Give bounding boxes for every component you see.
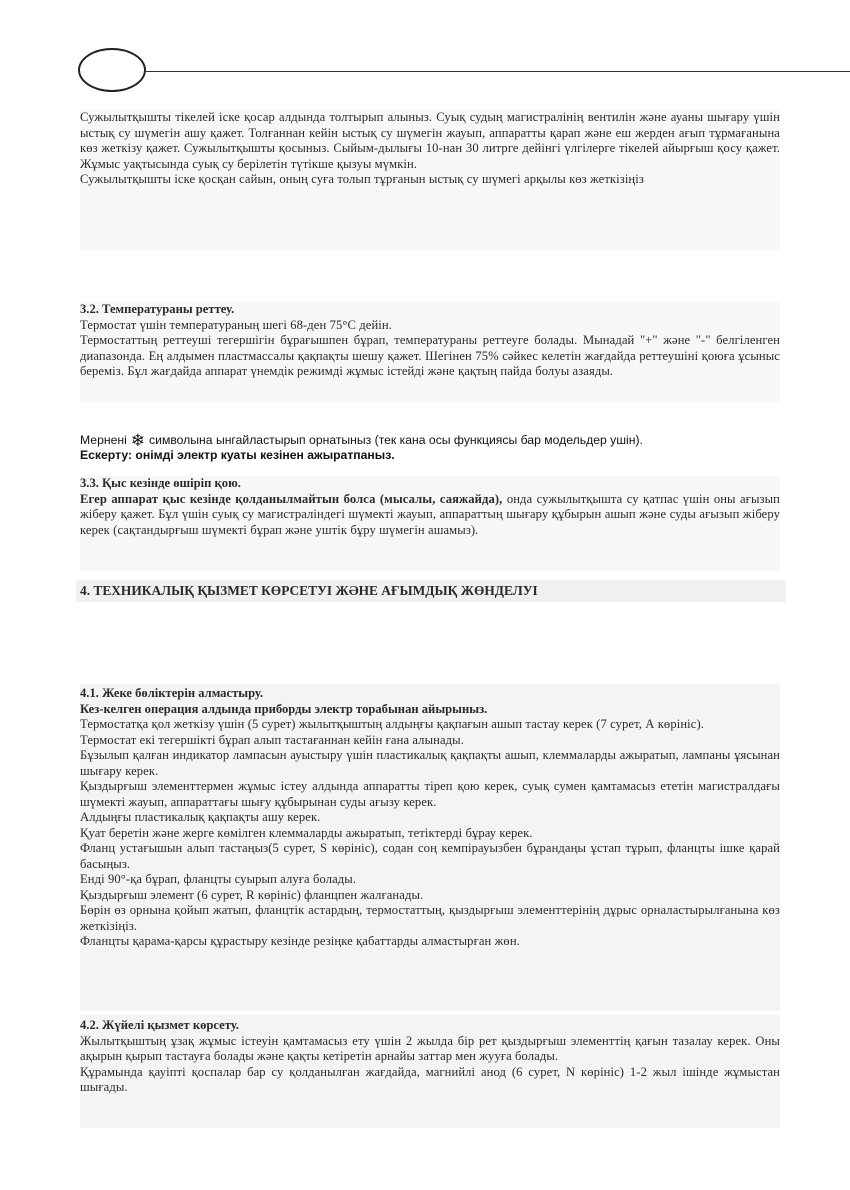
snowflake-icon: ❄	[130, 431, 146, 450]
section-4-title: 4. ТЕХНИКАЛЫҚ ҚЫЗМЕТ КӨРСЕТУІ ЖӘНЕ АҒЫМДЫҚ ЖӨНДЕЛУІ	[76, 580, 786, 602]
winter-paragraph	[80, 492, 780, 539]
parts-line: Енді 90°-қа бұрап, фланцты суырып алуға болады.	[80, 872, 357, 886]
intro-paragraph-2: Сужылытқышты іске қосқан сайын, оның суға толып тұрғанын ыстық су шүмегі арқылы көз жеткізіңіз	[80, 172, 644, 186]
temperature-heading: 3.2. Температураны реттеу.	[80, 302, 235, 316]
parts-replacement-section	[80, 684, 780, 1011]
frost-mode-note	[80, 433, 800, 448]
power-warning: Ескерту: онімді электр куаты кезінен ажыратпаныз.	[80, 448, 395, 462]
parts-line: Фланцты қарама-қарсы құрастыру кезінде резіңке қабаттарды алмастырған жөн.	[80, 934, 520, 948]
parts-line: Қуат беретін және жерге көмілген клеммаларды ажыратып, тетіктерді бұрау керек.	[80, 825, 533, 840]
winter-shutdown-section	[80, 476, 780, 571]
winter-rest-text: онда сужылытқышта су қатпас үшін оны ағызып жіберу қажет. Бұл үшін суық су магистраліндегі шүмекті жауып, аппараттың шығару құбырын ашып және суды ағызып жіберу керек (сақтандырғыш шүмекті бұрап және уштік бұру шүмегін ашамыз).	[80, 491, 780, 537]
service-line: Жылытқыштың ұзақ жұмыс істеуін қамтамасыз ету үшін 2 жылда бір рет қыздырғыш элементтің қағын тазалау керек. Оны ақырын қырып тастауға болады және қақты кетіретін арнайы заттар мен жууға болады.	[80, 1033, 780, 1063]
maintenance-section	[80, 1015, 780, 1128]
parts-line: Қыздырғыш элемент (6 сурет, R көрініс) фланцпен жалғанады.	[80, 887, 424, 902]
parts-line: Қыздырғыш элементтермен жұмыс істеу алдында аппаратты тіреп қою керек, суық сумен қамтамасыз ететін магистралдағы шүмекті жауып, аппараттағы шығу құбырынан суды ағызу керек.	[80, 779, 780, 809]
temperature-section	[80, 302, 780, 402]
parts-line: Фланц устағышын алып тастаңыз(5 сурет, S көрініс), содан соң кемпірауызбен бұрандаңы ұстап тұрып, фланцты ішке қарай басыңыз.	[80, 841, 780, 871]
temperature-adjust-text: Термостаттың реттеуші тегершігін бұрағышпен бұрап, температураны реттеуге болады. Мынадай "+" және "-" белгіленген диапазонда. Ең алдымен пластмассалы қақпақты шешу қажет. Шегінен 75% сәйкес келетін жағдайда реттеушіні қоюға ұсыныс береміз. Бұл жағдайда аппарат үнемдік режимді жұмыс істейді және қақтың пайда болуы азаяды.	[80, 333, 780, 378]
parts-line: Термостатқа қол жеткізу үшін (5 сурет) жылытқыштың алдыңғы қақпағын ашып тастау керек (7 сурет, А көрініс).	[80, 717, 704, 731]
winter-heading: 3.3. Қыс кезінде өшіріп қою.	[80, 476, 241, 490]
parts-warning: Кез-келген операция алдында приборды электр торабынан айырыныз.	[80, 701, 488, 716]
temperature-range-text: Термостат үшін температураның шегі 68-ден 75°С дейін.	[80, 317, 392, 332]
parts-line: Бөрін өз орнына қойып жатып, фланцтік астардың, термостаттың, қыздырғыш элементтерінің дұрыс орналастырылғанына көз жеткізіңіз.	[80, 903, 780, 933]
winter-bold-text: Егер аппарат қыс кезінде қолданылмайтын болса (мысалы, саяжайда),	[80, 491, 503, 506]
note-text-after: символына ынгайластырып орнатыныз (тек кана осы функциясы бар модельдер ушін).	[149, 433, 643, 447]
parts-heading: 4.1. Жеке бөліктерін алмастыру.	[80, 686, 264, 700]
note-text-before: Мернені	[80, 433, 127, 447]
page-number-oval	[78, 48, 146, 92]
parts-line: Термостат екі тегершікті бұрап алып тастағаннан кейін ғана алынады.	[80, 732, 464, 747]
parts-line: Алдыңғы пластикалық қақпақты ашу керек.	[80, 810, 321, 824]
service-line: Құрамында қауіпті қоспалар бар су қолданылған жағдайда, магнийлі анод (6 сурет, N көрініс) 1-2 жыл ішінде жұмыстан шығады.	[80, 1064, 780, 1094]
intro-paragraph-1: Сужылытқышты тікелей іске қосар алдында толтырып алыныз. Суық судың магистралінің вентилін және ауаны шығару үшін ыстық су шүмегін ашу қажет. Толғаннан кейін ыстық су шүмегін жауып, аппаратты қарап және еш жерден ағып тұрмағанына көз жеткізу қажет. Сужылытқышты қосыныз. Сыйым-дылығы 10-нан 30 литрге дейінгі үлгілерге тікелей айырғыш қосу қажет. Жұмыс уақтысында суық су берілетін түтікше қызуы мүмкін.	[80, 110, 780, 171]
intro-section	[80, 110, 780, 250]
service-heading: 4.2. Жүйелі қызмет көрсету.	[80, 1018, 239, 1032]
header-rule	[146, 71, 850, 72]
parts-line: Бұзылып қалған индикатор лампасын ауыстыру үшін пластикалық қақпақты ашып, клеммаларды ажыратып, лампаны ұясынан шығару керек.	[80, 748, 780, 778]
